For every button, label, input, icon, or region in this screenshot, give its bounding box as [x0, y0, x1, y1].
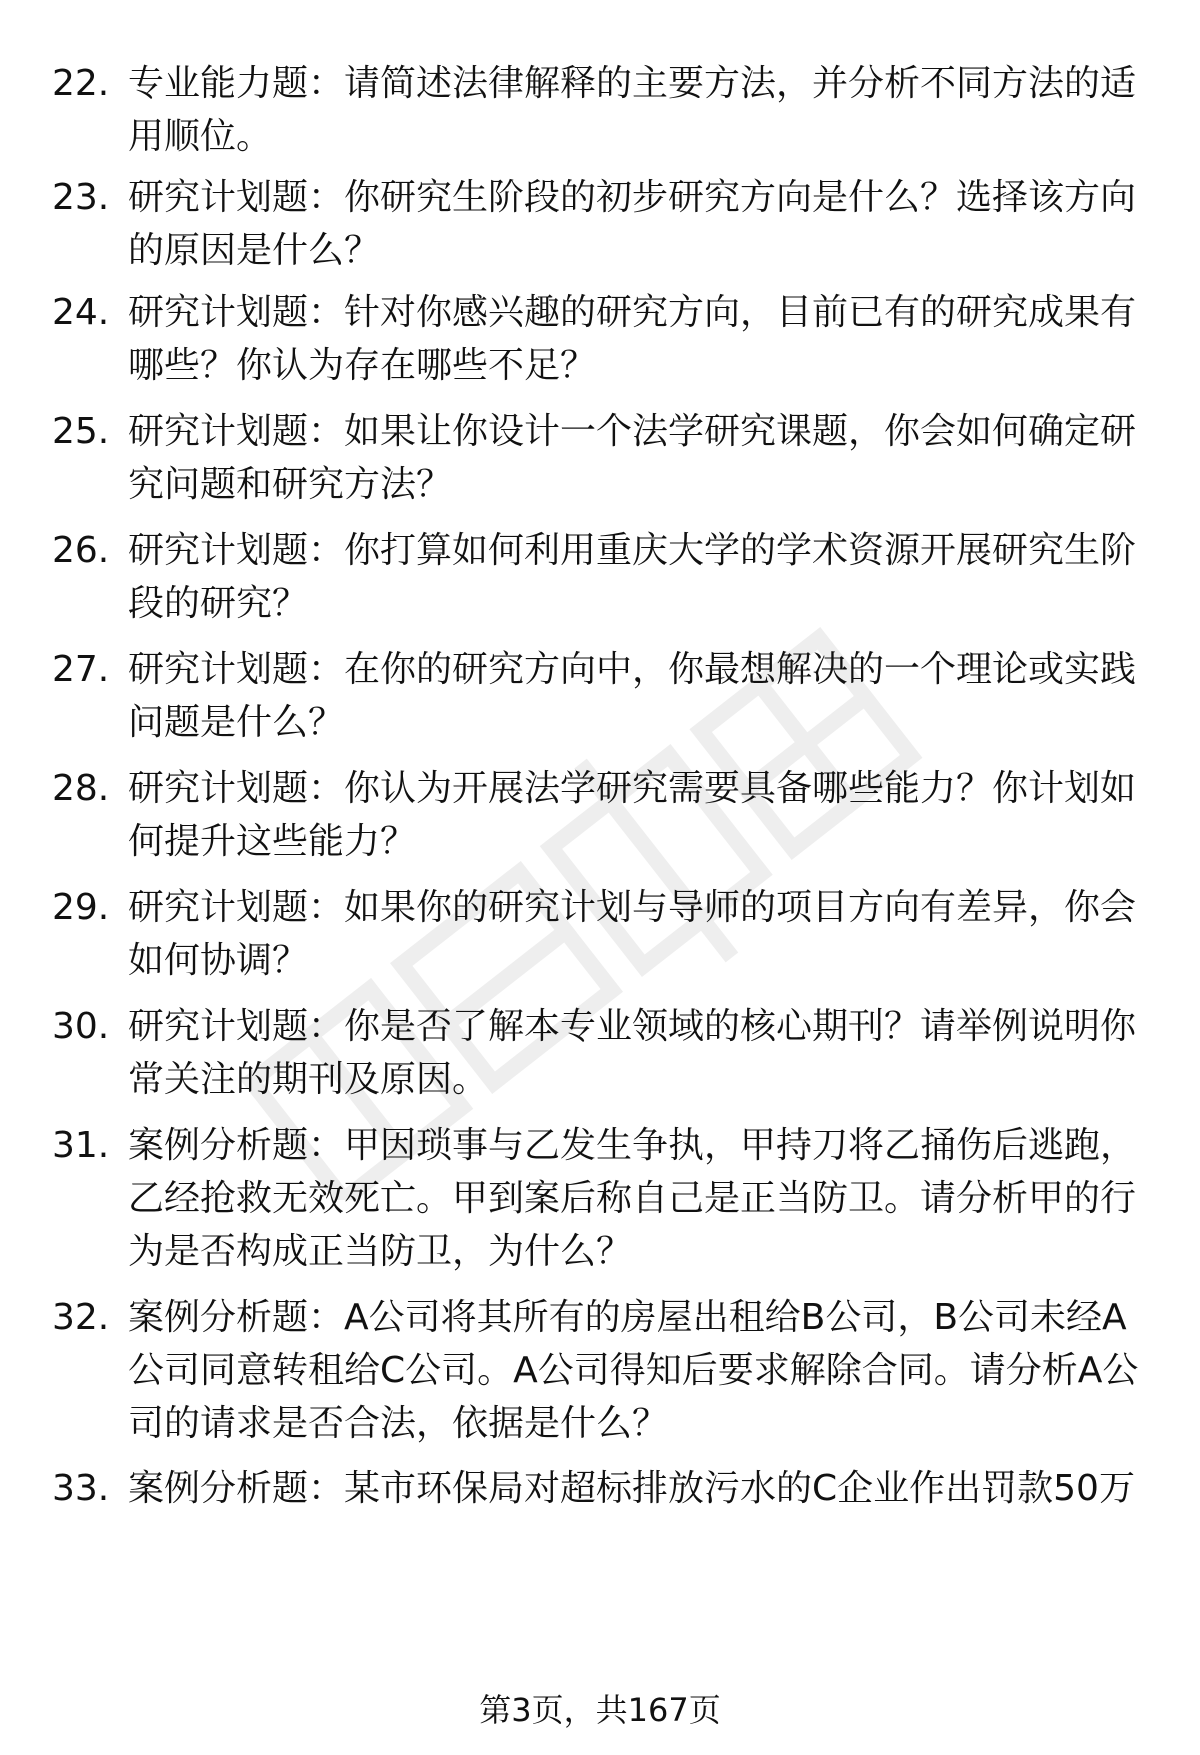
question-number: 26.: [52, 530, 110, 571]
question-text: 研究计划题：在你的研究方向中，你最想解决的一个理论或实践 问题是什么？: [128, 649, 1137, 743]
question-text: 研究计划题：针对你感兴趣的研究方向，目前已有的研究成果有 哪些？你认为存在哪些不足？: [128, 292, 1137, 386]
question-number: 27.: [52, 649, 110, 690]
question-text: 案例分析题：某市环保局对超标排放污水的C企业作出罚款50万: [128, 1468, 1135, 1509]
question-text: 研究计划题：你认为开展法学研究需要具备哪些能力？你计划如 何提升这些能力？: [128, 768, 1137, 862]
question-number: 30.: [52, 1006, 110, 1047]
question-number: 23.: [52, 177, 110, 218]
question-text: 研究计划题：如果让你设计一个法学研究课题，你会如何确定研 究问题和研究方法？: [128, 411, 1137, 505]
question-text: 案例分析题：A公司将其所有的房屋出租给B公司，B公司未经A 公司同意转租给C公司。A公司得知后要求解除合同。请分析A公 司的请求是否合法，依据是什么？: [128, 1297, 1139, 1444]
question-number: 33.: [52, 1468, 110, 1509]
question-text: 专业能力题：请简述法律解释的主要方法，并分析不同方法的适 用顺位。: [128, 63, 1137, 157]
question-text: 研究计划题：如果你的研究计划与导师的项目方向有差异，你会 如何协调？: [128, 887, 1137, 981]
question-number: 31.: [52, 1125, 110, 1166]
question-number: 22.: [52, 63, 110, 104]
question-text: 案例分析题：甲因琐事与乙发生争执，甲持刀将乙捅伤后逃跑， 乙经抢救无效死亡。甲到案后称自己是正当防卫。请分析甲的行 为是否构成正当防卫，为什么？: [128, 1125, 1137, 1272]
question-number: 28.: [52, 768, 110, 809]
question-text: 研究计划题：你研究生阶段的初步研究方向是什么？选择该方向 的原因是什么？: [128, 177, 1137, 271]
page-footer: 第3页，共167页: [479, 1691, 721, 1729]
question-text: 研究计划题：你打算如何利用重庆大学的学术资源开展研究生阶 段的研究？: [128, 530, 1137, 624]
question-text: 研究计划题：你是否了解本专业领域的核心期刊？请举例说明你 常关注的期刊及原因。: [128, 1006, 1137, 1100]
question-number: 29.: [52, 887, 110, 928]
question-number: 24.: [52, 292, 110, 333]
question-number: 25.: [52, 411, 110, 452]
question-number: 32.: [52, 1297, 110, 1338]
